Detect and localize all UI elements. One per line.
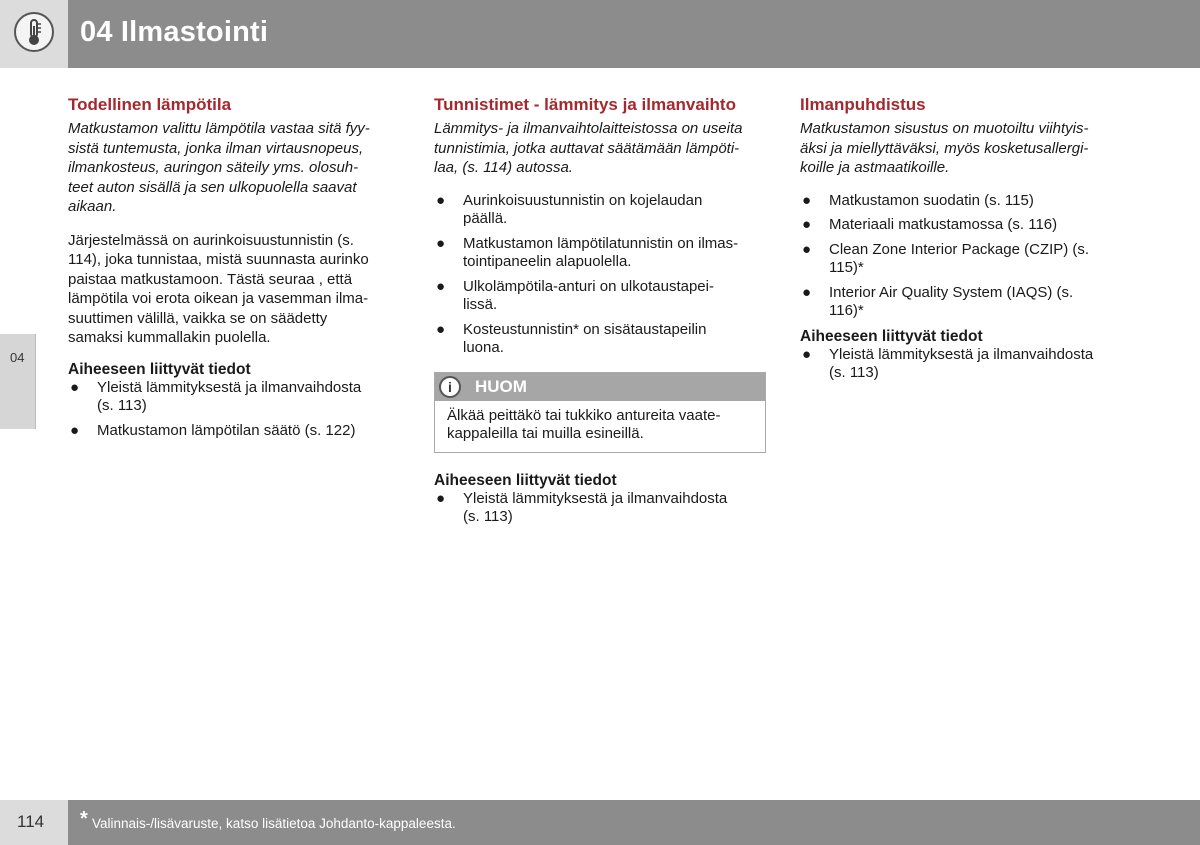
- body-line: Järjestelmässä on aurinkoisuustunnistin (s.: [68, 231, 354, 249]
- list-item[interactable]: ● Matkustamon suodatin (s. 115): [802, 191, 1034, 209]
- related-link[interactable]: ● Yleistä lämmityksestä ja ilmanvaihdosta (s. 113): [802, 345, 1094, 381]
- intro-line: Lämmitys- ja ilmanvaihtolaitteistossa on useita: [434, 120, 743, 137]
- note-header: [435, 373, 765, 401]
- bullet-icon: ●: [70, 378, 80, 396]
- body-line: paistaa matkustamoon. Tästä seuraa , että: [68, 270, 353, 288]
- body-line: samaksi kummallakin puolella.: [68, 329, 271, 346]
- intro-line: sistä tuntemusta, jonka ilman virtausnopeus,: [68, 139, 364, 157]
- related-link[interactable]: ● Yleistä lämmityksestä ja ilmanvaihdosta (s. 113): [436, 489, 728, 525]
- chapter-icon-box: [0, 0, 68, 68]
- related-link[interactable]: ● Matkustamon lämpötilan säätö (s. 122): [70, 421, 356, 439]
- intro-line: tunnistimia, jotka auttavat säätämään lämpöti-: [434, 139, 740, 157]
- section-heading: Todellinen lämpötila: [68, 95, 232, 114]
- info-icon: i: [439, 376, 461, 398]
- related-list: [800, 346, 1132, 383]
- footnote-star: *: [80, 808, 88, 830]
- section-intro: [68, 119, 400, 217]
- chapter-header: [68, 0, 1200, 68]
- section-intro: [800, 119, 1132, 178]
- bullet-icon: ●: [436, 191, 446, 209]
- related-link[interactable]: ● Yleistä lämmityksestä ja ilmanvaihdosta (s. 113): [70, 378, 362, 414]
- note-label: HUOM: [475, 376, 527, 396]
- related-heading: Aiheeseen liittyvät tiedot: [68, 360, 251, 378]
- section-intro: [434, 119, 766, 178]
- purification-list: [800, 192, 1132, 321]
- list-item: ● Aurinkoisuustunnistin on kojelaudan päällä.: [436, 191, 703, 227]
- bullet-icon: ●: [802, 191, 812, 209]
- section-heading: Ilmanpuhdistus: [800, 95, 926, 114]
- bullet-icon: ●: [70, 421, 80, 439]
- bullet-icon: ●: [802, 240, 812, 258]
- footer-bar: [68, 800, 1200, 845]
- page-number: 114: [17, 812, 45, 831]
- chapter-side-tab-label: 04: [10, 350, 25, 365]
- list-item: ● Matkustamon lämpötilatunnistin on ilmas- tointipaneelin alapuolella.: [436, 234, 739, 270]
- column-actual-temperature: [68, 95, 400, 446]
- intro-line: äksi ja miellyttäväksi, myös kosketusallergi-: [800, 139, 1089, 157]
- chapter-title: 04 Ilmastointi: [80, 16, 269, 48]
- section-body: [68, 231, 400, 348]
- bullet-icon: ●: [802, 345, 812, 363]
- note-box: [434, 372, 766, 453]
- bullet-icon: ●: [436, 489, 446, 507]
- intro-line: ilmankosteus, auringon säteily yms. olosuh-: [68, 159, 359, 176]
- intro-line: teet auton sisällä ja sen ulkopuolella saavat: [68, 178, 357, 196]
- page-number-box: [0, 800, 68, 845]
- list-item: ● Kosteustunnistin* on sisätaustapeilin luona.: [436, 320, 707, 356]
- section-heading: Tunnistimet - lämmitys ja ilmanvaihto: [434, 95, 736, 114]
- list-item: ● Ulkolämpötila-anturi on ulkotaustapei- lissä.: [436, 277, 714, 313]
- related-list: [434, 490, 766, 527]
- body-line: suuttimen välillä, vaikka se on säädetty: [68, 309, 328, 327]
- intro-line: Matkustamon valittu lämpötila vastaa sitä fyy-: [68, 120, 370, 137]
- list-item[interactable]: ● Materiaali matkustamossa (s. 116): [802, 216, 1058, 233]
- intro-line: Matkustamon sisustus on muotoiltu viihtyis-: [800, 120, 1089, 137]
- bullet-icon: ●: [436, 277, 446, 295]
- sensor-list: [434, 192, 766, 358]
- note-text: Älkää peittäkö tai tukkiko antureita vaate- kappaleilla tai muilla esineillä.: [447, 406, 721, 442]
- bullet-icon: ●: [802, 283, 812, 301]
- bullet-icon: ●: [802, 216, 812, 233]
- list-item[interactable]: ● Clean Zone Interior Package (CZIP) (s. 115)*: [802, 240, 1090, 276]
- list-item[interactable]: ● Interior Air Quality System (IAQS) (s. 116)*: [802, 283, 1074, 319]
- body-line: lämpötila voi erota oikean ja vasemman ilma-: [68, 290, 369, 307]
- bullet-icon: ●: [436, 320, 446, 338]
- chapter-side-tab: [0, 334, 36, 429]
- related-list: [68, 379, 400, 441]
- related-heading: Aiheeseen liittyvät tiedot: [800, 327, 983, 345]
- intro-line: aikaan.: [68, 198, 117, 215]
- footnote-text: Valinnais-/lisävaruste, katso lisätietoa Johdanto-kappaleesta.: [92, 816, 456, 831]
- related-heading: Aiheeseen liittyvät tiedot: [434, 471, 617, 489]
- bullet-icon: ●: [436, 234, 446, 252]
- column-sensors: [434, 95, 766, 533]
- body-line: 114), joka tunnistaa, mistä suunnasta aurinko: [68, 251, 369, 268]
- intro-line: laa, (s. 114) autossa.: [434, 159, 573, 176]
- intro-line: koille ja astmaatikoille.: [800, 159, 950, 176]
- thermometer-icon: [14, 12, 54, 52]
- column-air-purification: [800, 95, 1132, 389]
